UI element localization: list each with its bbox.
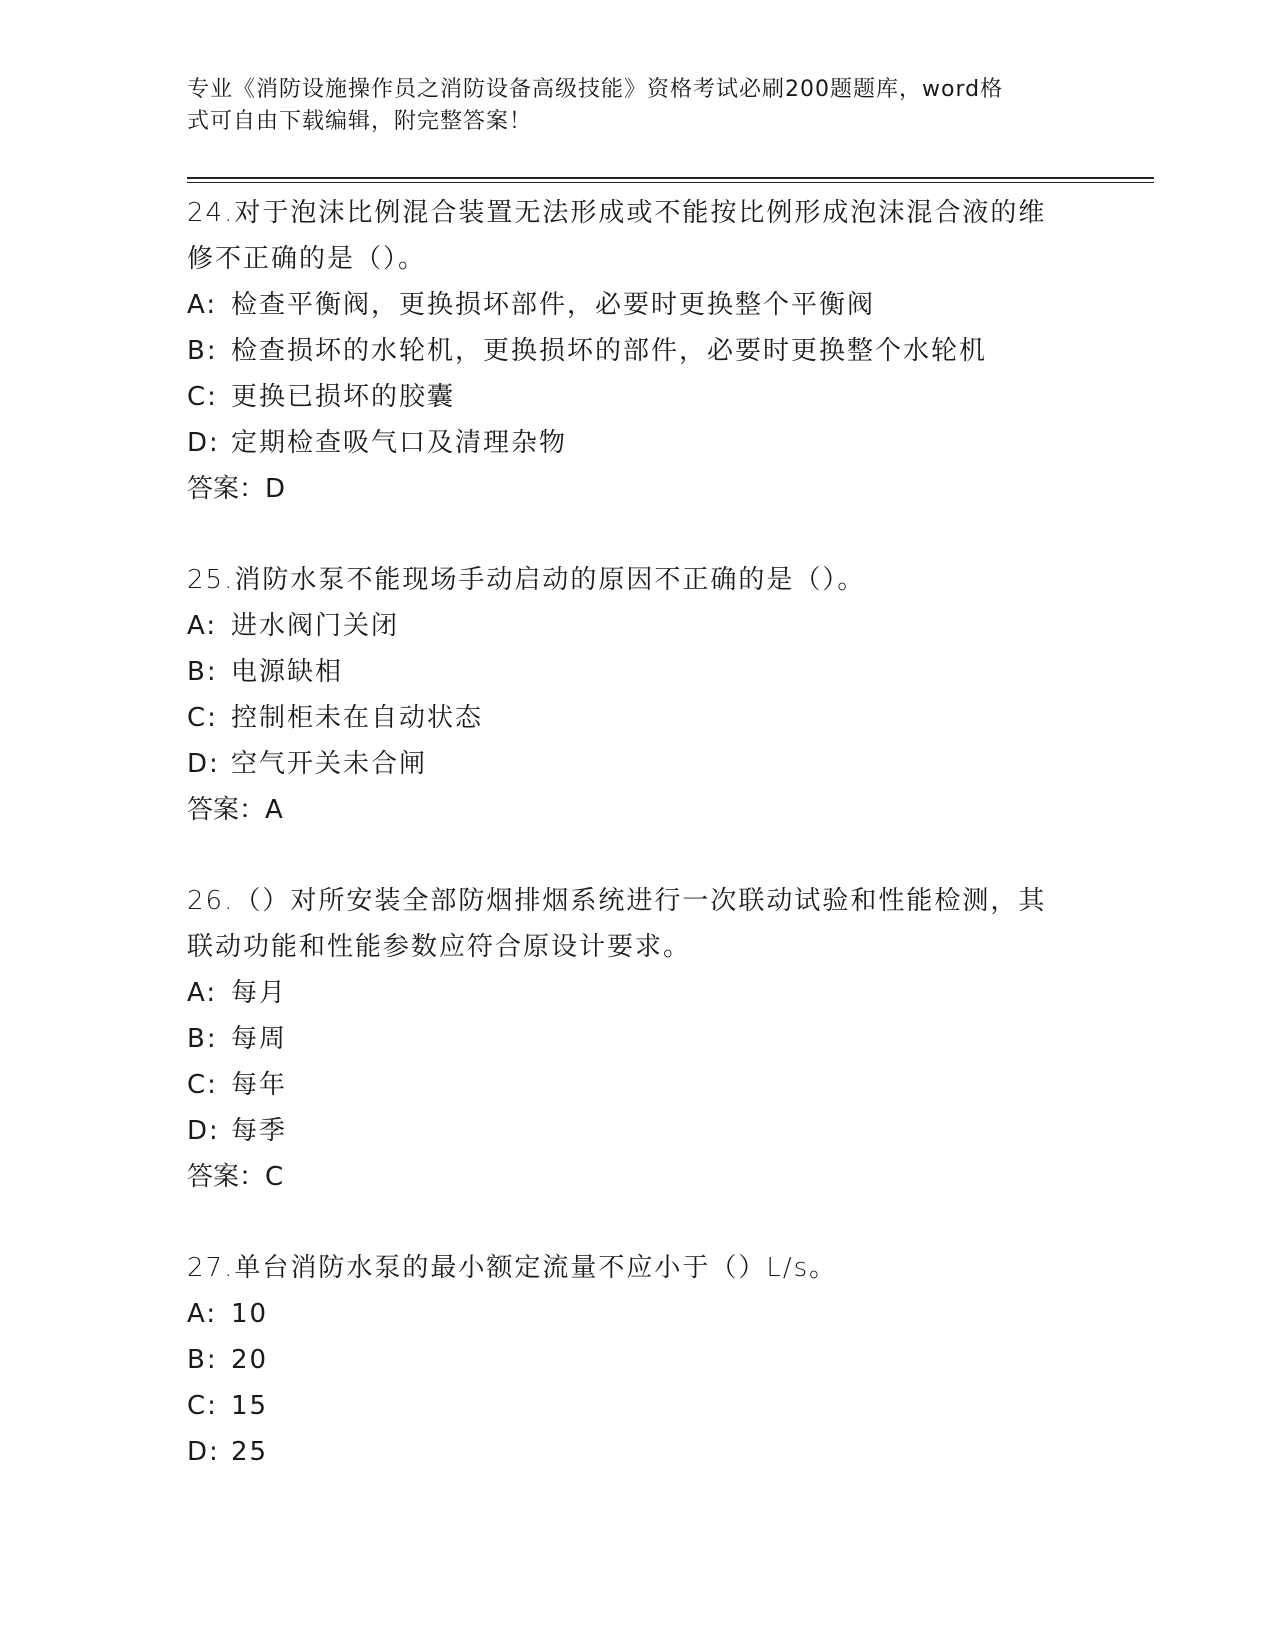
option-text: 10 [231,1299,269,1329]
option-letter: C: [187,703,218,733]
option-text: 定期检查吸气口及清理杂物 [231,428,568,458]
answer-line: 答案：C [187,1162,284,1192]
option-letter: A: [187,611,218,641]
option-c [187,374,1087,420]
option-letter: C: [187,382,218,412]
option-letter: B: [187,657,218,687]
answer-line: 答案：A [187,795,283,825]
option-letter: A: [187,978,218,1008]
question-stem: 27.单台消防水泵的最小额定流量不应小于（）L/s。 [187,1253,838,1283]
option-c [187,1383,1087,1429]
question-24 [187,190,1087,512]
option-c [187,1062,1087,1108]
option-text: 每周 [231,1024,288,1054]
option-text: 每季 [231,1116,288,1146]
answer-line: 答案：D [187,474,286,504]
option-text: 空气开关未合闸 [231,749,428,779]
option-text: 每年 [231,1070,288,1100]
question-27 [187,1245,1087,1475]
option-text: 20 [231,1345,269,1375]
option-letter: D: [187,749,220,779]
option-d [187,741,1087,787]
option-text: 25 [231,1437,269,1467]
option-letter: B: [187,1345,218,1375]
option-text: 控制柜未在自动状态 [231,703,484,733]
option-text: 15 [231,1391,269,1421]
option-letter: C: [187,1391,218,1421]
option-b [187,1016,1087,1062]
header-line-2: 式可自由下载编辑，附完整答案！ [187,109,533,134]
question-list [187,190,1087,1520]
header-divider-thin [187,182,1154,183]
option-text: 每月 [231,978,288,1008]
question-stem: 26.（）对所安装全部防烟排烟系统进行一次联动试验和性能检测，其 [187,886,1047,916]
option-text: 检查损坏的水轮机，更换损坏的部件，必要时更换整个水轮机 [231,336,988,366]
option-text: 进水阀门关闭 [231,611,400,641]
option-text: 更换已损坏的胶囊 [231,382,456,412]
option-letter: D: [187,1437,220,1467]
option-letter: B: [187,1024,218,1054]
option-b [187,328,1087,374]
question-25 [187,557,1087,833]
option-letter: C: [187,1070,218,1100]
question-stem-continued: 修不正确的是（）。 [187,244,427,274]
option-a [187,603,1087,649]
question-stem: 24.对于泡沫比例混合装置无法形成或不能按比例形成泡沫混合液的维 [187,198,1047,228]
header-divider-thick [187,177,1154,179]
question-stem-continued: 联动功能和性能参数应符合原设计要求。 [187,932,692,962]
option-a [187,970,1087,1016]
option-letter: A: [187,290,218,320]
question-stem: 25.消防水泵不能现场手动启动的原因不正确的是（）。 [187,565,866,595]
option-b [187,649,1087,695]
option-c [187,695,1087,741]
option-text: 检查平衡阀，更换损坏部件，必要时更换整个平衡阀 [231,290,876,320]
option-letter: B: [187,336,218,366]
document-header [187,74,1087,138]
option-a [187,282,1087,328]
question-26 [187,878,1087,1200]
option-letter: A: [187,1299,218,1329]
option-letter: D: [187,428,220,458]
option-d [187,1108,1087,1154]
option-d [187,1429,1087,1475]
header-line-1: 专业《消防设施操作员之消防设备高级技能》资格考试必刷200题题库，word格 [187,77,1004,102]
option-letter: D: [187,1116,220,1146]
option-a [187,1291,1087,1337]
option-text: 电源缺相 [231,657,344,687]
option-b [187,1337,1087,1383]
option-d [187,420,1087,466]
